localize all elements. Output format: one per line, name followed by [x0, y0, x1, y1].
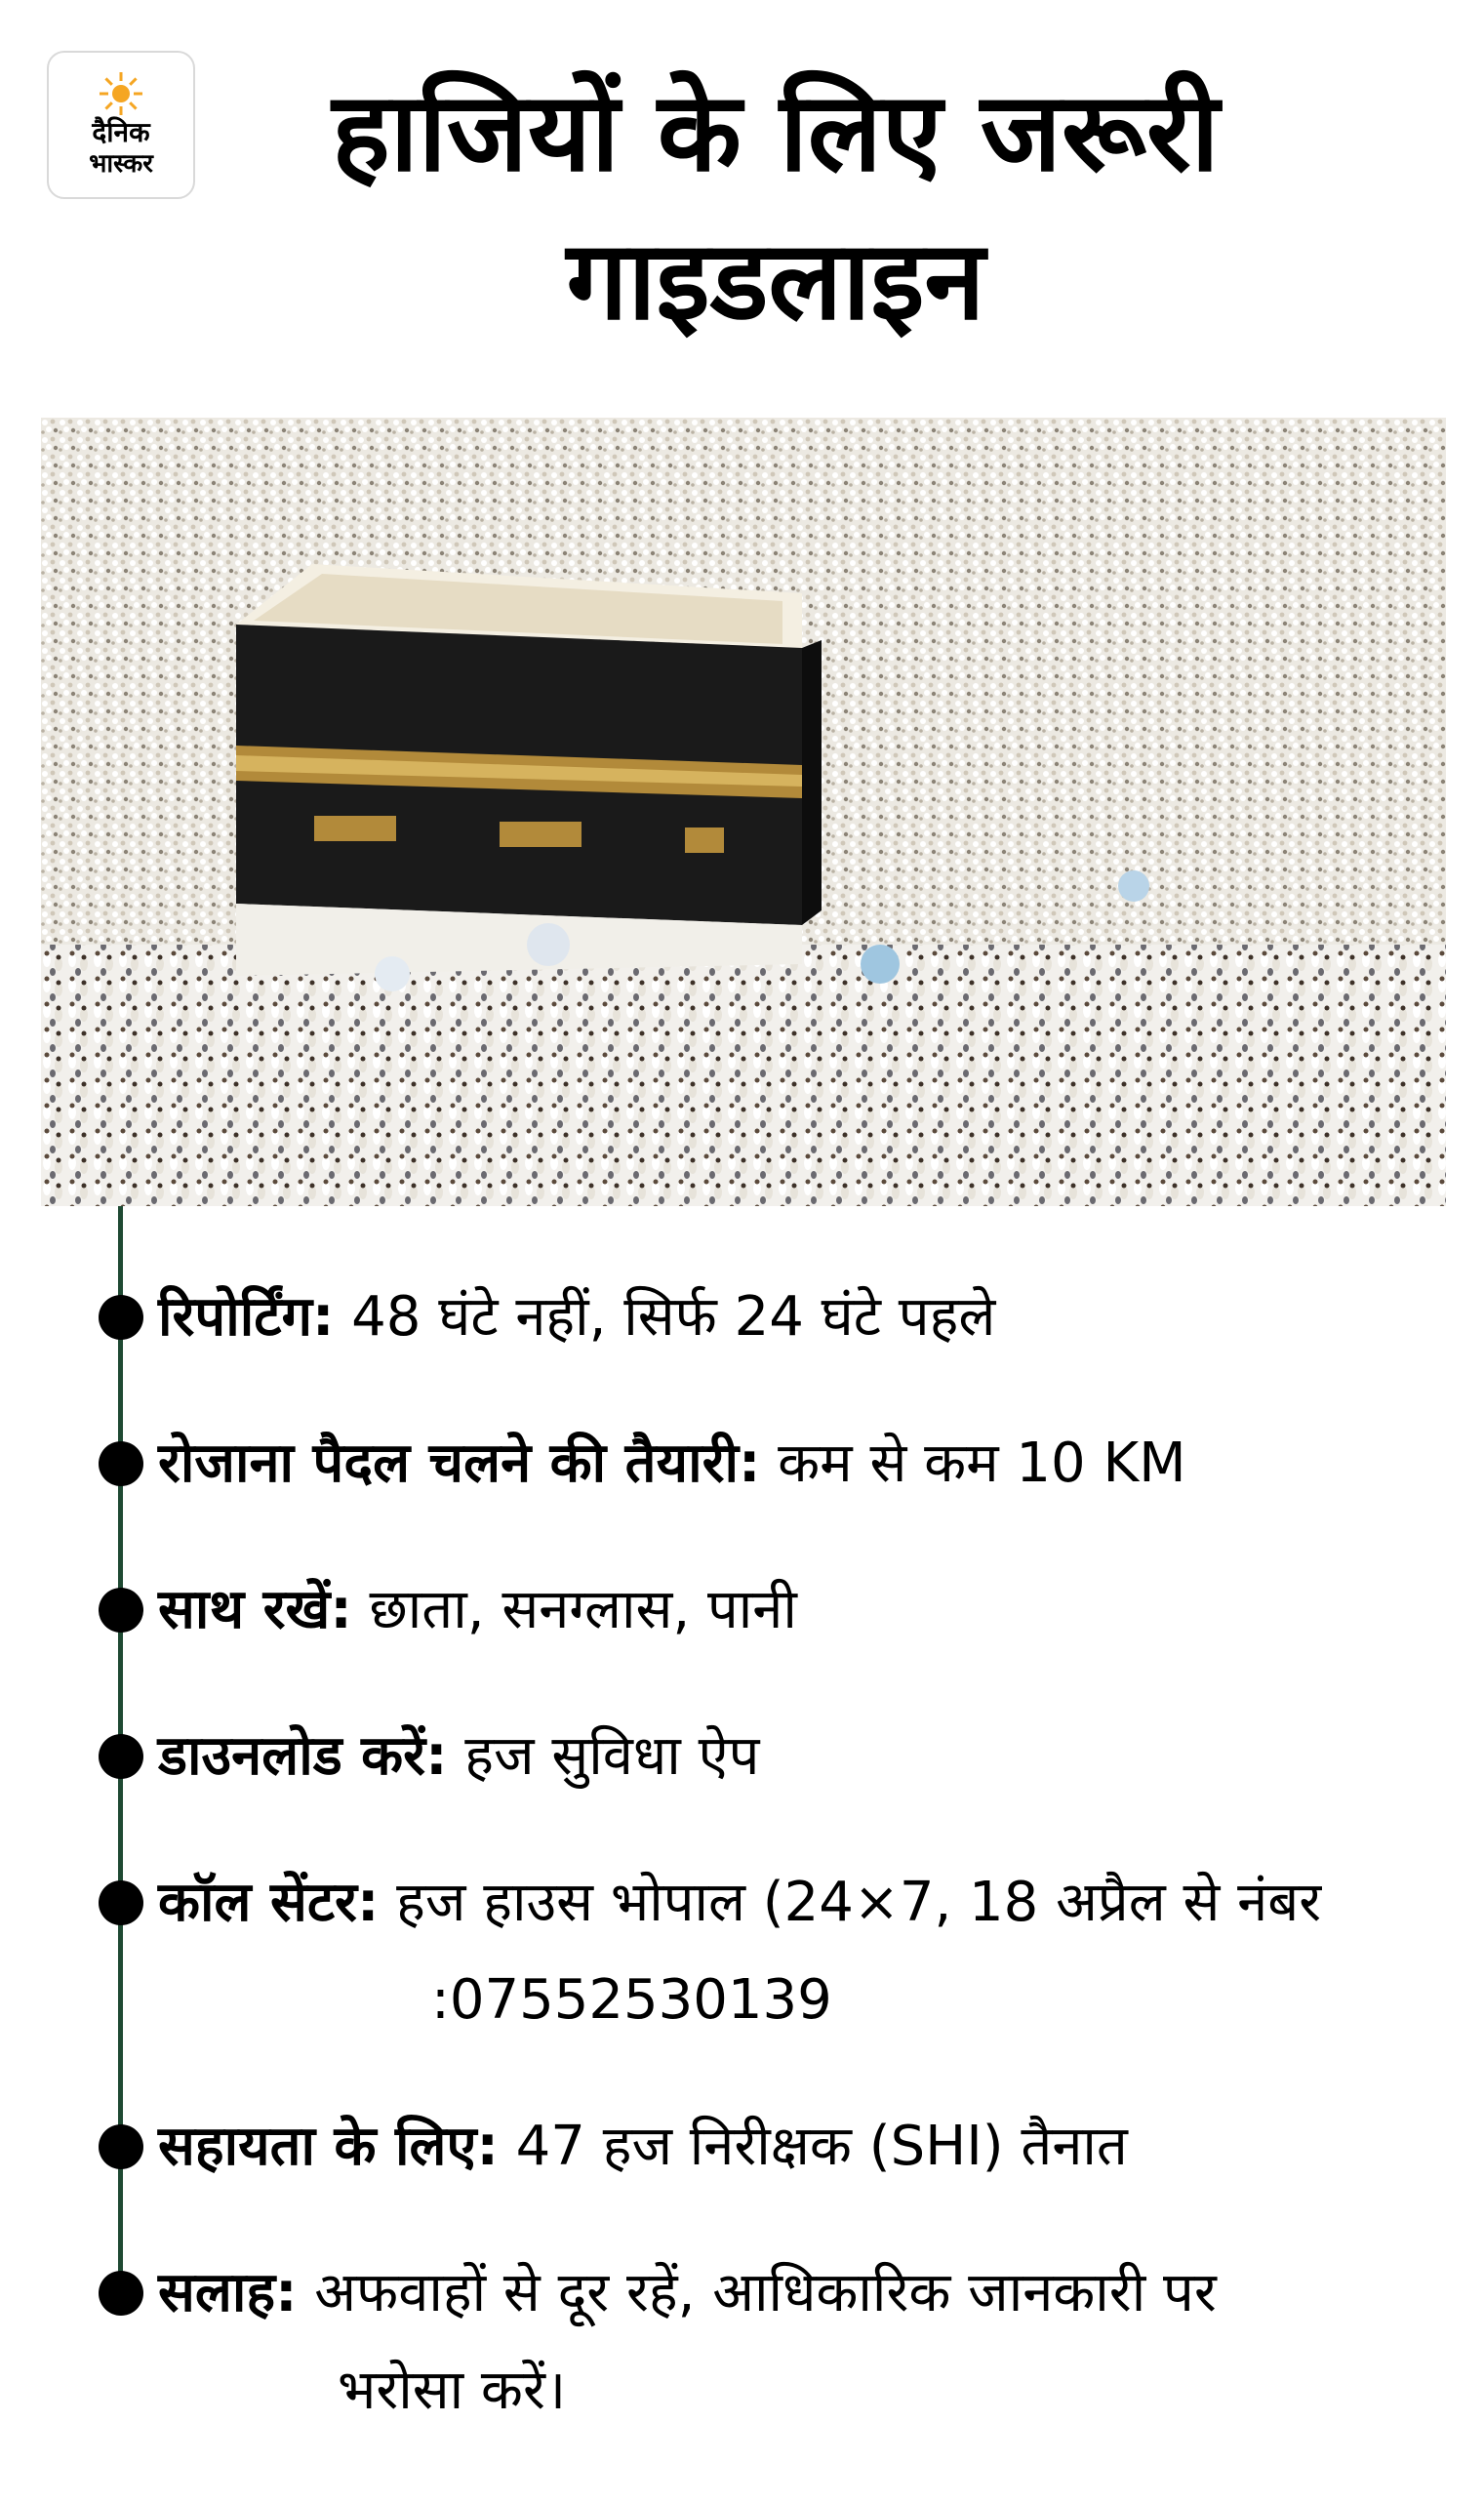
bullet-icon: [99, 1295, 143, 1340]
item-text: [158, 1269, 995, 1366]
item-label: कॉल सेंटर:: [158, 1871, 380, 1934]
bullet-icon: [99, 1588, 143, 1633]
item-value: 47 हज निरीक्षक (SHI) तैनात: [498, 2115, 1128, 2178]
item-value: 48 घंटे नहीं, सिर्फ 24 घंटे पहले: [334, 1285, 996, 1349]
item-value: हज हाउस भोपाल (24×7, 18 अप्रैल से नंबर: [379, 1871, 1322, 1934]
bullet-icon: [99, 1734, 143, 1779]
bullet-icon: [99, 1880, 143, 1925]
item-value: हज सुविधा ऐप: [447, 1724, 760, 1788]
bullet-icon: [99, 2271, 143, 2316]
logo-text-line2: भास्कर: [89, 149, 153, 179]
item-text: [158, 1561, 797, 1659]
title-line1: हाजियों के लिए जरूरी: [332, 69, 1220, 196]
item-text: [158, 1708, 759, 1805]
item-label: साथ रखें:: [158, 1578, 352, 1641]
item-text: [158, 2244, 1217, 2342]
dainik-bhaskar-logo: [47, 51, 195, 199]
kaaba-crowd-photo: [41, 418, 1446, 1206]
item-value-continued: :07552530139: [431, 1968, 832, 2032]
item-value: अफवाहों से दूर रहें, आधिकारिक जानकारी पर: [297, 2261, 1217, 2324]
item-text: [158, 1854, 1321, 1952]
item-text: [158, 2098, 1128, 2196]
page-title: [224, 59, 1327, 355]
item-label: रिपोर्टिंग:: [158, 1285, 335, 1349]
sun-icon: [100, 72, 142, 115]
item-value: छाता, सनग्लास, पानी: [351, 1578, 797, 1641]
item-value: कम से कम 10 KM: [760, 1432, 1186, 1495]
item-label: रोजाना पैदल चलने की तैयारी:: [158, 1432, 761, 1495]
item-label: डाउनलोड करें:: [158, 1724, 448, 1788]
bullet-icon: [99, 2124, 143, 2169]
bullet-icon: [99, 1441, 143, 1486]
title-line2: गाइडलाइन: [566, 218, 985, 344]
item-value-continued: भरोसा करें।: [338, 2359, 567, 2422]
item-text: [158, 1415, 1186, 1513]
kaaba-crowd-illustration: [41, 418, 1446, 1206]
item-label: सलाह:: [158, 2261, 298, 2324]
item-label: सहायता के लिए:: [158, 2115, 499, 2178]
logo-text-line1: दैनिक: [92, 116, 150, 148]
